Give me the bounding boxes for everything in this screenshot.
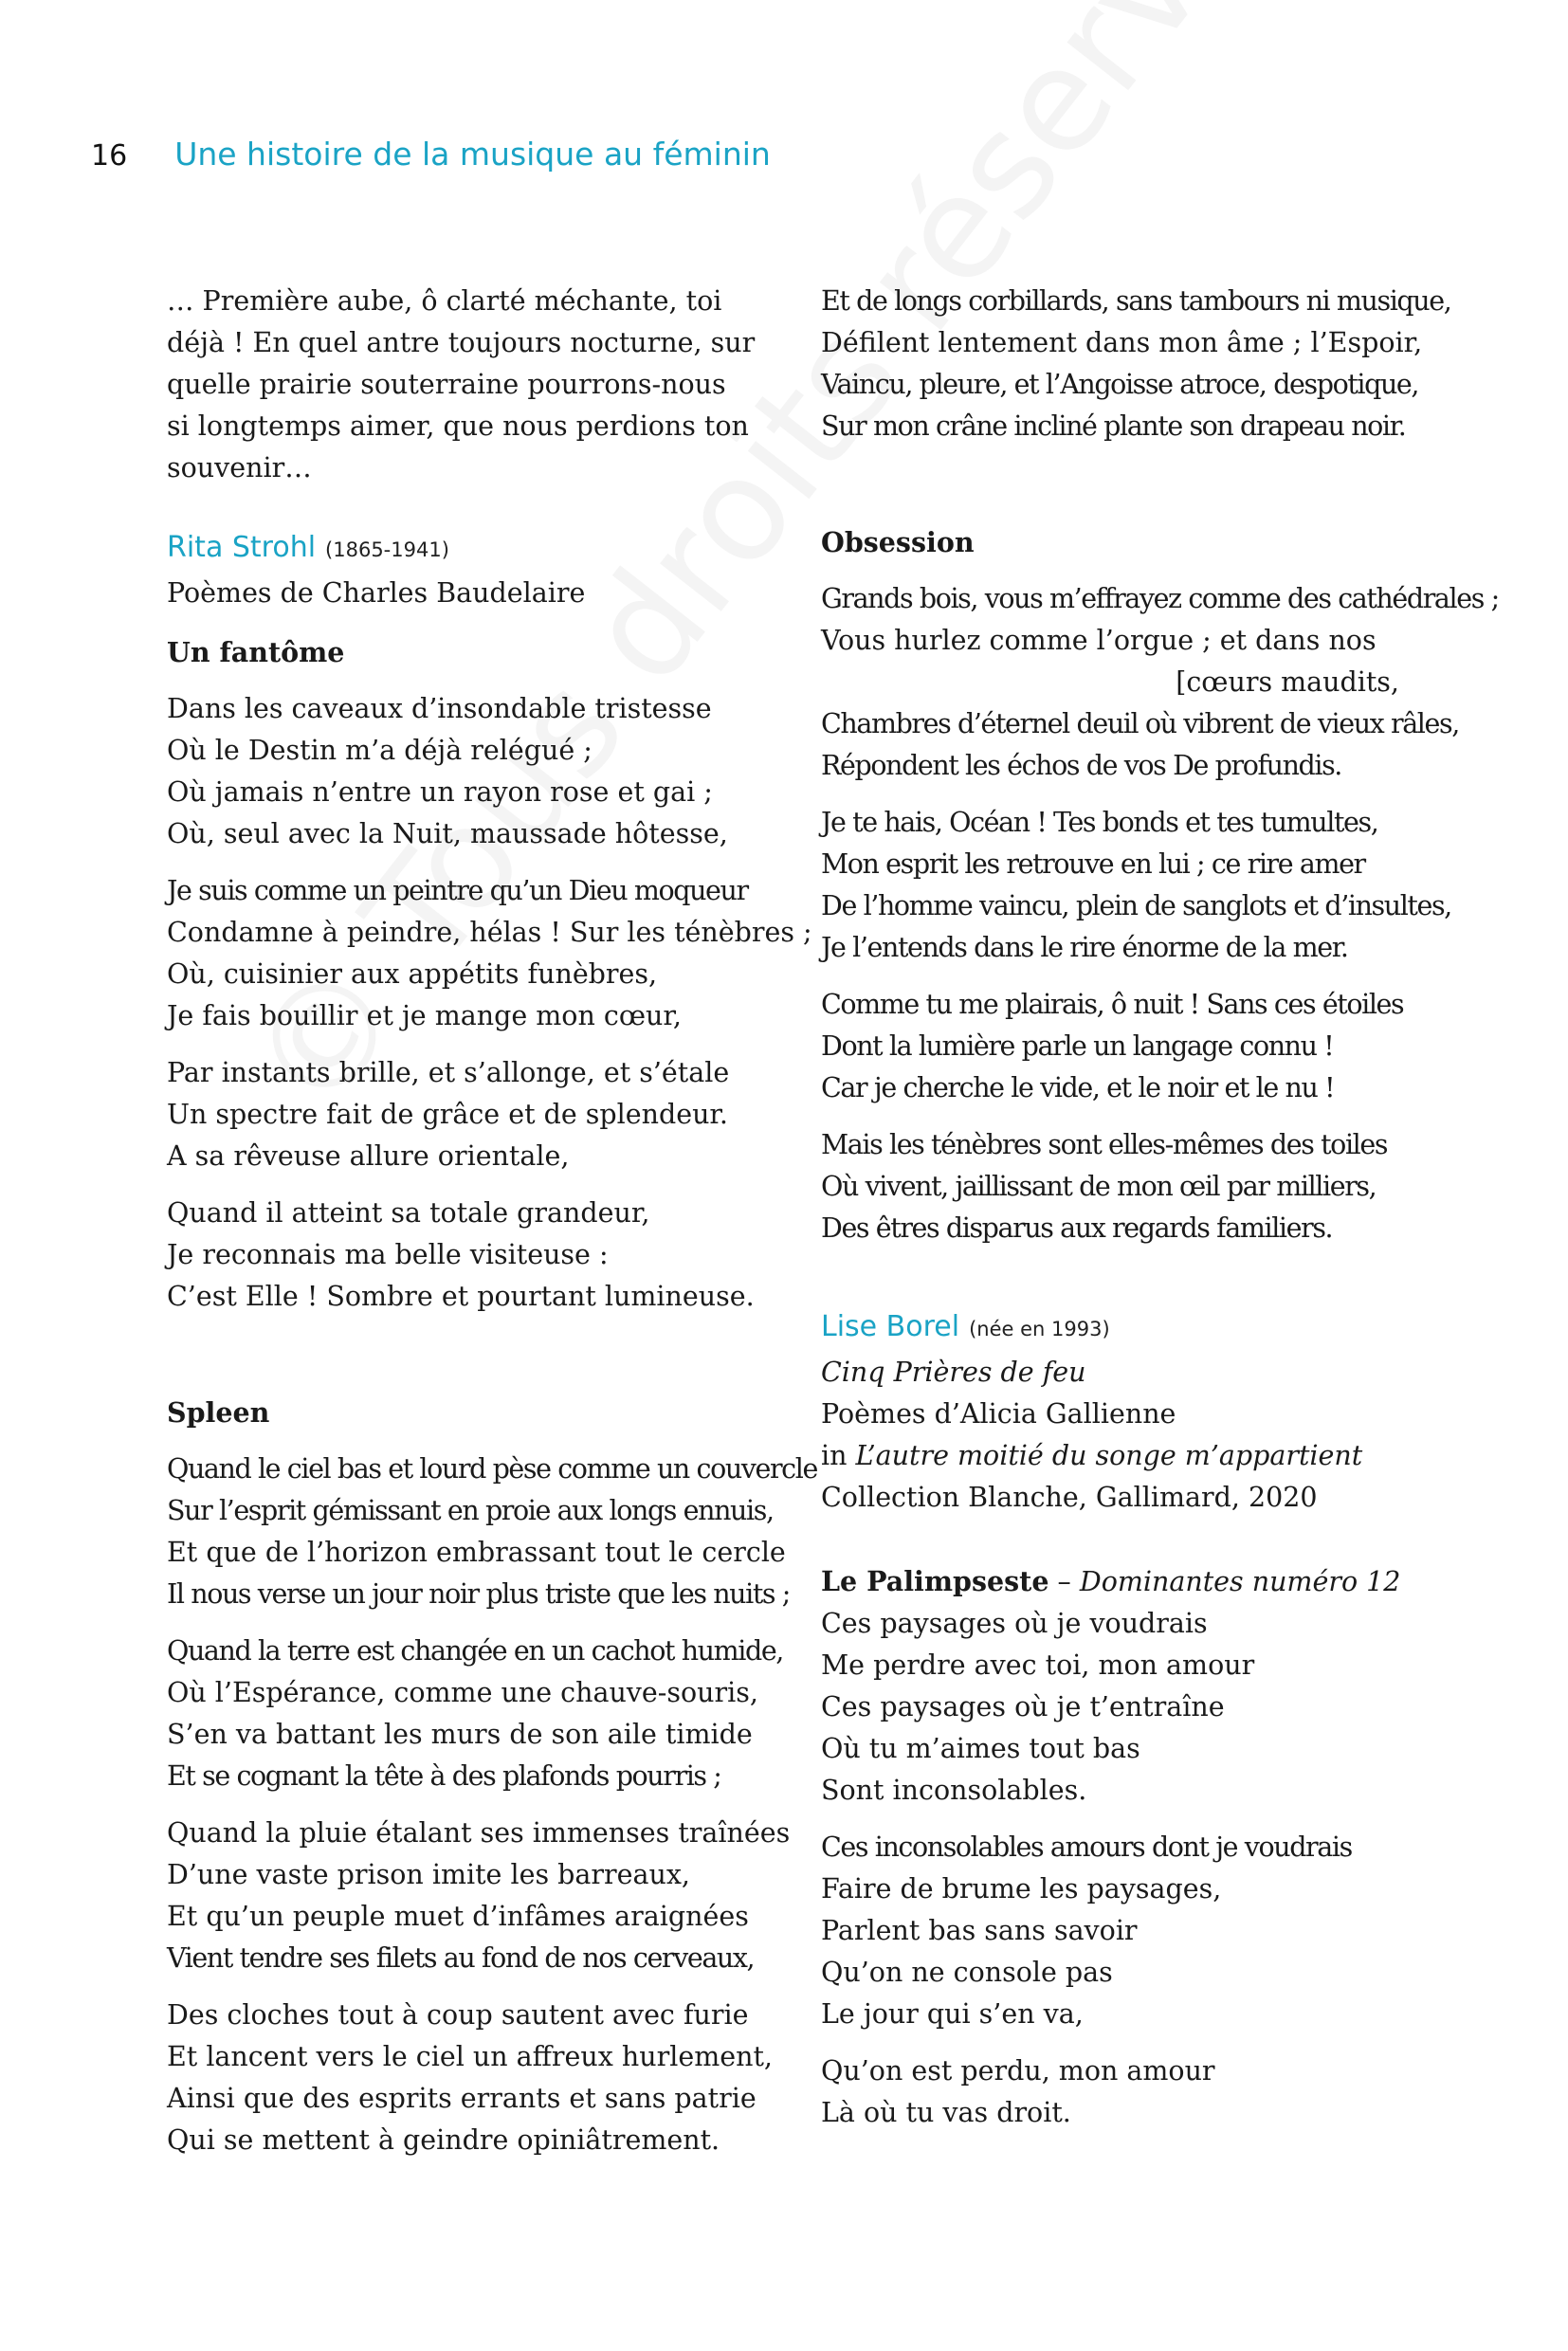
verse-line: [cœurs maudits, (1176, 666, 1399, 698)
verse-line: Où l’Espérance, comme une chauve-souris, (167, 1677, 758, 1708)
verse-line: Comme tu me plairais, ô nuit ! Sans ces étoiles (821, 989, 1404, 1020)
stanza (821, 984, 1428, 1109)
verse-line: Parlent bas sans savoir (821, 1915, 1138, 1946)
verse-line: Ces paysages où je t’entraîne (821, 1691, 1225, 1722)
stanza (821, 2050, 1428, 2134)
verse-line: Je suis comme un peintre qu’un Dieu moqueur (167, 875, 748, 906)
verse-line: De l’homme vaincu, plein de sanglots et d’insultes, (821, 890, 1451, 921)
stanza (167, 1449, 817, 1615)
poem-body (167, 1449, 817, 2161)
poem-title: Le Palimpseste (821, 1565, 1049, 1597)
verse-line: Sont inconsolables. (821, 1775, 1087, 1806)
verse-line: Je te hais, Océan ! Tes bonds et tes tumultes, (821, 807, 1378, 838)
verse-line: Le jour qui s’en va, (821, 1998, 1084, 2030)
verse-line: Grands bois, vous m’effrayez comme des cathédrales ; (821, 583, 1499, 614)
title-dash: – (1048, 1566, 1080, 1597)
right-column (821, 281, 1499, 2149)
stanza (821, 1124, 1428, 1249)
verse-line: Où tu m’aimes tout bas (821, 1733, 1140, 1764)
verse-line: Me perdre avec toi, mon amour (821, 1649, 1255, 1681)
verse-line: Par instants brille, et s’allonge, et s’étale (167, 1057, 730, 1088)
verse-line: Où jamais n’entre un rayon rose et gai ; (167, 776, 713, 808)
verse-line: C’est Elle ! Sombre et pourtant lumineuse. (167, 1281, 755, 1312)
verse-line: Car je cherche le vide, et le noir et le nu ! (821, 1072, 1335, 1103)
stanza (167, 1813, 791, 1979)
composer-subtitle: Poèmes de Charles Baudelaire (167, 577, 586, 609)
running-title: Une histoire de la musique au féminin (174, 136, 771, 173)
verse-line: Quand il atteint sa totale grandeur, (167, 1197, 650, 1229)
verse-line: Chambres d’éternel deuil où vibrent de vieux râles, (821, 708, 1459, 739)
verse-line: S’en va battant les murs de son aile timide (167, 1719, 753, 1750)
source-prefix: in (821, 1440, 856, 1471)
composer-name: Rita Strohl (167, 531, 317, 564)
poem-heading (821, 1560, 1428, 1603)
poems-credit: Poèmes d’Alicia Gallienne (821, 1398, 1176, 1430)
poem-body (821, 578, 1499, 1249)
source-line (821, 1435, 1428, 1477)
verse-line: Défilent lentement dans mon âme ; l’Espoir, (821, 327, 1423, 358)
verse-line: Ces inconsolables amours dont je voudrais (821, 1832, 1352, 1863)
verse-line: Et de longs corbillards, sans tambours ni musique, (821, 285, 1451, 317)
verse-line: Des cloches tout à coup sautent avec furie (167, 1999, 749, 2031)
verse-line: Quand le ciel bas et lourd pèse comme un couvercle (167, 1453, 817, 1485)
prose-line: quelle prairie souterraine pourrons-nous (167, 369, 726, 400)
verse-line: Dans les caveaux d’insondable tristesse (167, 693, 712, 724)
verse-line: Je fais bouillir et je mange mon cœur, (167, 1000, 682, 1031)
page-header (91, 136, 771, 173)
verse-line: Vient tendre ses filets au fond de nos cerveaux, (167, 1942, 755, 1974)
stanza (167, 1631, 783, 1797)
verse-line: Vaincu, pleure, et l’Angoisse atroce, despotique, (821, 369, 1419, 400)
verse-line: Sur l’esprit gémissant en proie aux longs ennuis, (167, 1495, 774, 1526)
verse-line: Où vivent, jaillissant de mon œil par milliers, (821, 1171, 1377, 1202)
verse-line: Et se cognant la tête à des plafonds pourris ; (167, 1760, 721, 1792)
verse-line: Qu’on est perdu, mon amour (821, 2055, 1215, 2087)
verse-line: Mon esprit les retrouve en lui ; ce rire amer (821, 848, 1365, 880)
verse-line: Mais les ténèbres sont elles-mêmes des toiles (821, 1129, 1388, 1160)
verse-line: Et que de l’horizon embrassant tout le cercle (167, 1537, 786, 1568)
verse-line: Et lancent vers le ciel un affreux hurlement, (167, 2041, 773, 2072)
prose-line: … Première aube, ô clarté méchante, toi (167, 285, 722, 317)
stanza (167, 1193, 774, 1318)
poem-subtitle: Dominantes numéro 12 (1079, 1566, 1401, 1597)
left-column (167, 281, 817, 2177)
poem-title: Spleen (167, 1396, 270, 1429)
verse-line: Dont la lumière parle un langage connu ! (821, 1030, 1334, 1062)
verse-line: Où le Destin m’a déjà relégué ; (167, 735, 593, 766)
stanza (167, 688, 774, 855)
composer-dates: (1865-1941) (325, 538, 449, 561)
composer-name: Lise Borel (821, 1310, 960, 1343)
verse-line: Des êtres disparus aux regards familiers. (821, 1212, 1333, 1244)
prose-passage (167, 281, 774, 489)
verse-line: D’une vaste prison imite les barreaux, (167, 1859, 690, 1890)
verse-line: Quand la pluie étalant ses immenses traînées (167, 1817, 791, 1849)
verse-line: Sur mon crâne incliné plante son drapeau noir. (821, 410, 1406, 442)
stanza (167, 870, 812, 1037)
page-number: 16 (91, 139, 128, 173)
stanza (821, 578, 1499, 787)
composer-heading (821, 1306, 1428, 1352)
stanza (167, 1052, 774, 1177)
poem-title: Obsession (821, 526, 975, 558)
verse-line: Condamne à peindre, hélas ! Sur les ténèbres ; (167, 917, 812, 948)
prose-line: si longtemps aimer, que nous perdions ton (167, 410, 749, 442)
prose-line: souvenir… (167, 452, 312, 483)
prose-line: déjà ! En quel antre toujours nocturne, sur (167, 327, 756, 358)
verse-line: A sa rêveuse allure orientale, (167, 1140, 570, 1172)
stanza (821, 1603, 1428, 1812)
verse-line: Quand la terre est changée en un cachot humide, (167, 1635, 783, 1667)
verse-line: Un spectre fait de grâce et de splendeur. (167, 1099, 728, 1130)
verse-line: Ces paysages où je voudrais (821, 1608, 1208, 1639)
poem-body (167, 688, 812, 1318)
composer-heading (167, 527, 774, 573)
verse-line: Qu’on ne console pas (821, 1957, 1113, 1988)
verse-line: Où, cuisinier aux appétits funèbres, (167, 958, 658, 990)
verse-line: Où, seul avec la Nuit, maussade hôtesse, (167, 818, 728, 849)
verse-line: Faire de brume les paysages, (821, 1873, 1222, 1904)
verse-line: Vous hurlez comme l’orgue ; et dans nos (821, 625, 1377, 656)
source-title: L’autre moitié du songe m’appartient (855, 1440, 1363, 1471)
verse-line: Là où tu vas droit. (821, 2097, 1071, 2128)
poem-body (821, 1603, 1428, 2134)
verse-line: Je l’entends dans le rire énorme de la mer. (821, 932, 1348, 963)
verse-line: Ainsi que des esprits errants et sans patrie (167, 2083, 757, 2114)
poem-title: Un fantôme (167, 636, 345, 668)
verse-line: Répondent les échos de vos De profundis. (821, 750, 1341, 781)
stanza (821, 1827, 1428, 2035)
work-title: Cinq Prières de feu (821, 1357, 1086, 1388)
composer-dates: (née en 1993) (969, 1318, 1110, 1340)
verse-line: Qui se mettent à geindre opiniâtrement. (167, 2124, 720, 2156)
collection-line: Collection Blanche, Gallimard, 2020 (821, 1482, 1318, 1513)
spleen-continuation (821, 281, 1451, 447)
stanza (167, 1995, 774, 2161)
verse-line: Je reconnais ma belle visiteuse : (167, 1239, 609, 1270)
verse-line: Et qu’un peuple muet d’infâmes araignées (167, 1901, 749, 1932)
stanza (821, 802, 1451, 969)
verse-line: Il nous verse un jour noir plus triste que les nuits ; (167, 1578, 790, 1610)
